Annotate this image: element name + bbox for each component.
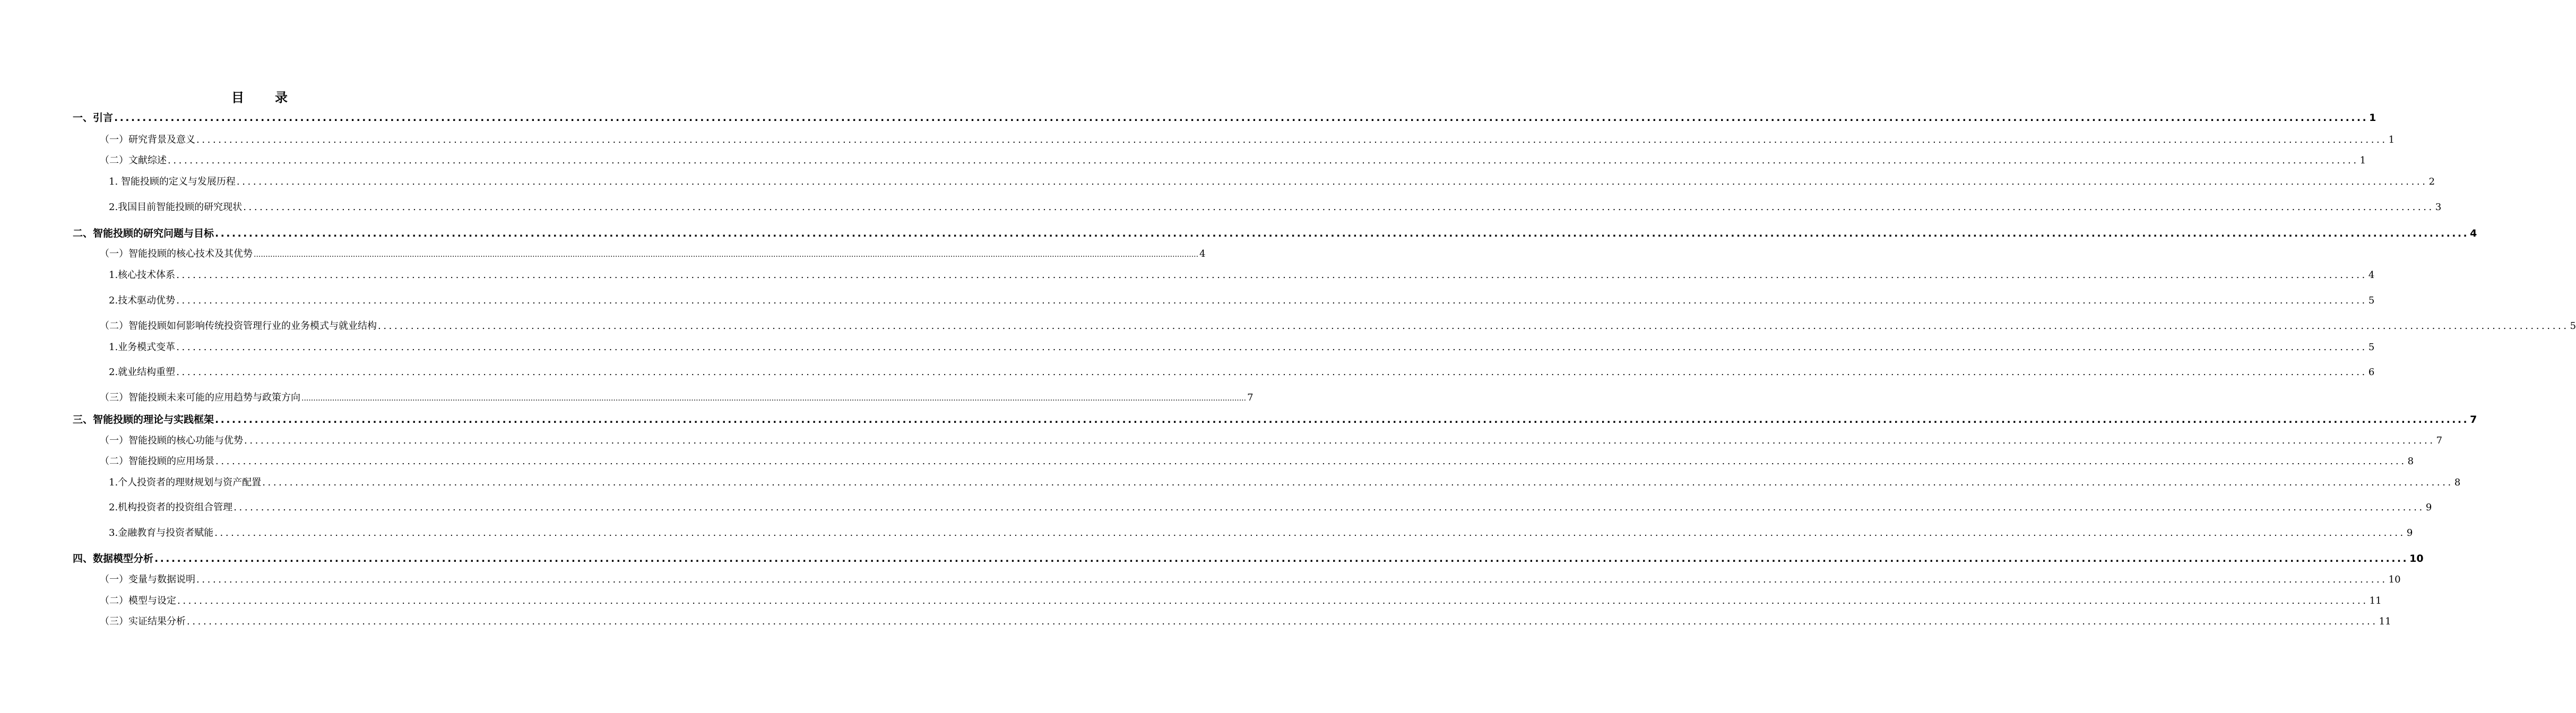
toc-entry-page: 8	[2454, 477, 2461, 488]
toc-entry-label: 四、数据模型分析	[73, 553, 154, 564]
toc-entry[interactable]	[100, 390, 1254, 404]
toc-entry[interactable]	[100, 153, 2366, 167]
toc-entry[interactable]	[73, 551, 2424, 565]
toc-entry-label: 1.核心技术体系	[109, 269, 176, 281]
dot-leader: ................................................................................................................................................................................................................................................................................................................................................................................................................	[215, 456, 2407, 467]
toc-entry[interactable]	[73, 110, 2376, 124]
toc-entry-label: 二、智能投顾的研究问题与目标	[73, 228, 214, 239]
dot-leader: ................................................................................................................................................................................................................................................................................................................................................................................................................	[214, 527, 2406, 538]
dot-leader: ................................................................................................................................................................................................................................................................................................................................................................................................................	[254, 250, 1199, 259]
dot-leader: ................................................................................................................................................................................................................................................................................................................................................................................................................	[154, 553, 2409, 564]
toc-entry-label: （二）文献综述	[100, 155, 167, 166]
toc-entry[interactable]	[100, 132, 2395, 146]
toc-entry-label: （三）智能投顾未来可能的应用趋势与政策方向	[100, 392, 300, 403]
toc-entry-page: 5	[2368, 295, 2375, 306]
toc-entry-page: 10	[2409, 553, 2424, 564]
dot-leader: ................................................................................................................................................................................................................................................................................................................................................................................................................	[215, 228, 2469, 239]
toc-entry-label: 三、智能投顾的理论与实践框架	[73, 414, 214, 425]
toc-entry-page: 9	[2425, 502, 2432, 513]
toc-entry[interactable]	[109, 475, 2461, 489]
dot-leader: ................................................................................................................................................................................................................................................................................................................................................................................................................	[378, 320, 2569, 332]
toc-entry[interactable]	[100, 433, 2443, 447]
dot-leader: ................................................................................................................................................................................................................................................................................................................................................................................................................	[196, 134, 2388, 145]
dot-leader: ................................................................................................................................................................................................................................................................................................................................................................................................................	[176, 342, 2367, 353]
toc-entry[interactable]	[100, 318, 2576, 332]
toc-entry-label: （二）模型与设定	[100, 595, 176, 606]
toc-entry-page: 10	[2388, 574, 2401, 585]
toc-entry-page: 7	[2436, 435, 2443, 446]
toc-entry-page: 7	[1247, 392, 1254, 403]
dot-leader: ................................................................................................................................................................................................................................................................................................................................................................................................................	[301, 394, 1247, 403]
dot-leader: ................................................................................................................................................................................................................................................................................................................................................................................................................	[177, 595, 2368, 606]
dot-leader: ................................................................................................................................................................................................................................................................................................................................................................................................................	[262, 477, 2453, 488]
toc-entry[interactable]	[100, 454, 2414, 467]
toc-entry-label: 2.就业结构重塑	[109, 367, 176, 378]
toc-entry[interactable]	[100, 572, 2401, 586]
toc-entry-page: 7	[2470, 414, 2477, 425]
dot-leader: ................................................................................................................................................................................................................................................................................................................................................................................................................	[196, 574, 2388, 585]
toc-entry[interactable]	[100, 593, 2382, 607]
dot-leader: ................................................................................................................................................................................................................................................................................................................................................................................................................	[243, 202, 2434, 213]
toc-entry-label: 1.业务模式变革	[109, 342, 176, 353]
toc-entry-page: 11	[2369, 595, 2382, 606]
toc-entry-page: 4	[1199, 248, 1206, 259]
toc-entry-page: 11	[2379, 616, 2391, 627]
dot-leader: ................................................................................................................................................................................................................................................................................................................................................................................................................	[176, 367, 2367, 378]
toc-entry-label: 2.我国目前智能投顾的研究现状	[109, 202, 243, 213]
toc-entry-label: 2.技术驱动优势	[109, 295, 176, 306]
toc-entry-label: （一）变量与数据说明	[100, 574, 195, 585]
toc-title-char-1: 目	[231, 90, 245, 105]
toc-entry-label: 一、引言	[73, 112, 114, 124]
toc-entry-page: 1	[2388, 134, 2395, 145]
toc-entry-label: （一）智能投顾的核心功能与优势	[100, 435, 243, 446]
dot-leader: ................................................................................................................................................................................................................................................................................................................................................................................................................	[114, 112, 2368, 124]
toc-entry-label: 3.金融教育与投资者赋能	[109, 527, 214, 538]
toc-entry[interactable]	[109, 525, 2413, 539]
dot-leader: ................................................................................................................................................................................................................................................................................................................................................................................................................	[215, 414, 2469, 425]
toc-entry-page: 9	[2406, 527, 2413, 538]
dot-leader: ................................................................................................................................................................................................................................................................................................................................................................................................................	[168, 155, 2359, 166]
dot-leader: ................................................................................................................................................................................................................................................................................................................................................................................................................	[236, 176, 2428, 187]
toc-entry[interactable]	[109, 267, 2375, 281]
toc-entry-label: 2.机构投资者的投资组合管理	[109, 502, 233, 513]
toc-entry-page: 6	[2368, 367, 2375, 378]
toc-entry[interactable]	[109, 199, 2442, 213]
toc-entry-page: 4	[2470, 228, 2477, 239]
toc-entry-page: 8	[2407, 456, 2414, 467]
toc-entry-page: 3	[2435, 202, 2442, 213]
dot-leader: ................................................................................................................................................................................................................................................................................................................................................................................................................	[187, 616, 2378, 627]
toc-entry-label: （一）研究背景及意义	[100, 134, 195, 145]
toc-entry-label: （二）智能投顾如何影响传统投资管理行业的业务模式与就业结构	[100, 320, 377, 332]
toc-entry-label: （一）智能投顾的核心技术及其优势	[100, 248, 253, 259]
toc-entry-page: 2	[2428, 176, 2435, 187]
toc-entry-label: 1.个人投资者的理财规划与资产配置	[109, 477, 262, 488]
toc-entry-page: 5	[2570, 320, 2576, 332]
toc-entry-label: （三）实证结果分析	[100, 616, 186, 627]
dot-leader: ................................................................................................................................................................................................................................................................................................................................................................................................................	[176, 269, 2367, 281]
dot-leader: ................................................................................................................................................................................................................................................................................................................................................................................................................	[244, 435, 2435, 446]
toc-entry-page: 1	[2359, 155, 2366, 166]
toc-entry-page: 1	[2369, 112, 2376, 124]
toc-entry-page: 4	[2368, 269, 2375, 281]
toc-entry[interactable]	[109, 500, 2432, 514]
dot-leader: ................................................................................................................................................................................................................................................................................................................................................................................................................	[176, 295, 2367, 306]
dot-leader: ................................................................................................................................................................................................................................................................................................................................................................................................................	[234, 502, 2425, 513]
toc-entry[interactable]	[109, 340, 2375, 353]
toc-entry[interactable]	[73, 412, 2477, 426]
toc-entry[interactable]	[109, 293, 2375, 307]
toc-entry[interactable]	[109, 174, 2435, 188]
toc-entry[interactable]	[100, 614, 2391, 628]
toc-title-char-2: 录	[275, 90, 289, 105]
toc-entry[interactable]	[109, 364, 2375, 378]
toc-entry-page: 5	[2368, 342, 2375, 353]
toc-entry[interactable]	[73, 225, 2477, 240]
toc-entry[interactable]	[100, 246, 1206, 260]
toc-entry-label: 1. 智能投顾的定义与发展历程	[109, 176, 236, 187]
toc-entry-label: （二）智能投顾的应用场景	[100, 456, 214, 467]
